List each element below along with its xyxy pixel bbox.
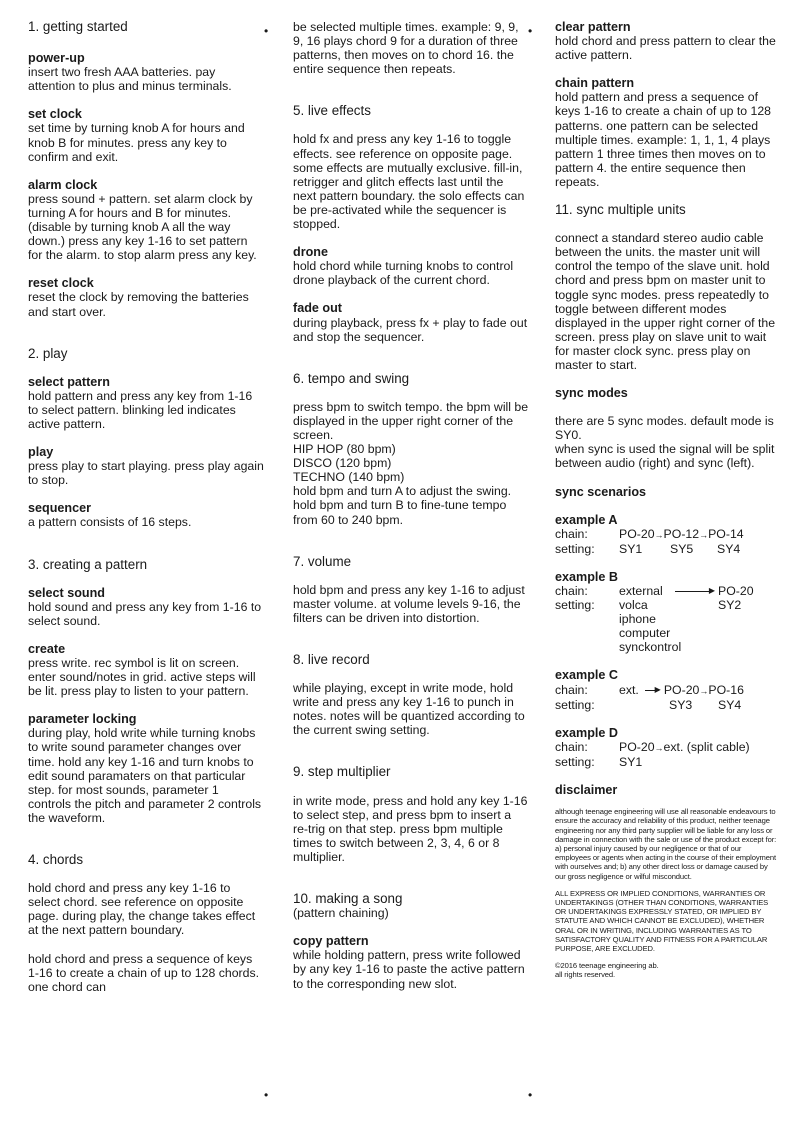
example-heading: example C	[555, 668, 618, 683]
paragraph: hold pattern and press a sequence of keys 1-16 to create a chain of up to 128 patterns. one pattern can be selected multiple times. example: 1, 1, 1, 4 plays pattern 1 three times then moves on to pattern 4. the entire sequence then repeats.	[555, 90, 772, 189]
section-title: 10. making a song	[293, 891, 403, 907]
example-c-table	[555, 683, 777, 712]
paragraph: hold sound and press any key from 1-16 to select sound.	[28, 599, 262, 628]
source-name: volca	[619, 598, 648, 613]
section-title: 2. play	[28, 345, 68, 361]
paragraph: while holding pattern, press write followed by any key 1-16 to paste the active pattern to the corresponding new slot.	[293, 948, 525, 991]
bullet-marker: •	[264, 1088, 269, 1102]
unit-name: PO-12	[663, 526, 700, 541]
chain-value	[619, 527, 777, 542]
subheading: select sound	[28, 585, 105, 600]
paragraph: hold bpm and turn A to adjust the swing. hold bpm and turn B to fine-tune tempo from 60 to 240 bpm.	[293, 484, 512, 527]
setting-label: setting:	[555, 754, 595, 769]
paragraph: when sync is used the signal will be split between audio (right) and sync (left).	[555, 442, 775, 471]
disclaimer-text: ALL EXPRESS OR IMPLIED CONDITIONS, WARRANTIES OR UNDERTAKINGS (OTHER THAN CONDITIONS, WARRANTIES OR UNDERTAKINGS EXPRESSLY STATED, OR IMPLIED BY STATUTE AND WHICH CANNOT BE EXCLUDED), WHETHER ORAL OR IN WRITING, INCLUDING WARRANTIES AS TO SATISFACTORY QUALITY AND FITNESS FOR A PARTICULAR PURPOSE, ARE EXCLUDED.	[555, 888, 769, 953]
paragraph: press play to start playing. press play again to stop.	[28, 459, 264, 488]
example-heading: example A	[555, 512, 618, 527]
subheading: sequencer	[28, 501, 91, 516]
arrow-icon: →	[654, 529, 664, 540]
setting-value	[619, 542, 777, 556]
paragraph: hold chord and press pattern to clear the active pattern.	[555, 34, 776, 63]
paragraph: hold chord and press a sequence of keys 1-16 to create a chain of up to 128 chords. one chord can	[28, 951, 260, 994]
unit-name: PO-20	[663, 682, 700, 697]
paragraph: press write. rec symbol is lit on screen. enter sound/notes in grid. active steps will be lit. press play to listen to your pattern.	[28, 656, 256, 699]
subheading: copy pattern	[293, 934, 369, 949]
example-d-table	[555, 740, 777, 769]
paragraph: be selected multiple times. example: 9, 9, 9, 16 plays chord 9 for a duration of three patterns, then moves on to chord 16. the entire sequence then repeats.	[293, 20, 519, 77]
chain-label: chain:	[555, 584, 588, 598]
chain-label: chain:	[555, 526, 588, 541]
paragraph: a pattern consists of 16 steps.	[28, 515, 192, 530]
subheading: select pattern	[28, 374, 110, 389]
setting-label: setting:	[555, 541, 595, 556]
unit-name: PO-14	[708, 526, 744, 541]
copyright: all rights reserved.	[555, 970, 616, 980]
sync-mode: SY4	[717, 541, 741, 556]
column-left	[28, 20, 264, 994]
tempo-preset: DISCO (120 bpm)	[293, 456, 392, 471]
subheading: set clock	[28, 107, 82, 122]
sync-mode: SY5	[670, 541, 694, 556]
sync-mode: SY4	[718, 697, 742, 712]
source-name: synckontrol	[619, 640, 682, 655]
example-a-table	[555, 527, 777, 556]
chain-label: chain:	[555, 739, 588, 754]
unit-name: PO-20	[619, 526, 655, 541]
source-name: iphone	[619, 612, 656, 627]
example-heading: example B	[555, 569, 618, 584]
paragraph: there are 5 sync modes. default mode is SY0.	[555, 414, 774, 443]
paragraph: hold bpm and press any key 1-16 to adjust master volume. at volume levels 9-16, the filters can be driven into distortion.	[293, 582, 525, 625]
subheading: sync modes	[555, 386, 628, 401]
source-name: computer	[619, 626, 671, 641]
subheading: play	[28, 445, 54, 460]
paragraph: reset the clock by removing the batteries and start over.	[28, 290, 249, 319]
subheading: reset clock	[28, 276, 94, 291]
subheading: power-up	[28, 51, 85, 66]
unit-name: PO-20	[718, 584, 754, 598]
section-title: 11. sync multiple units	[555, 202, 686, 218]
paragraph: insert two fresh AAA batteries. pay attention to plus and minus terminals.	[28, 65, 232, 94]
unit-name: ext. (split cable)	[663, 739, 750, 754]
section-title: 1. getting started	[28, 19, 128, 34]
section-subtitle: (pattern chaining)	[293, 906, 389, 921]
setting-label: setting:	[555, 697, 595, 712]
subheading: parameter locking	[28, 712, 137, 727]
long-arrow-icon: ▶	[645, 690, 659, 691]
section-title: 8. live record	[293, 652, 370, 667]
copyright: ©2016 teenage engineering ab.	[555, 961, 659, 971]
tempo-preset: TECHNO (140 bpm)	[293, 470, 405, 485]
paragraph: hold chord and press any key 1-16 to select chord. see reference on opposite page. during play, the change takes effect at the next pattern boundary.	[28, 881, 256, 938]
example-heading: example D	[555, 725, 618, 740]
sync-mode: SY1	[619, 541, 643, 556]
paragraph: press bpm to switch tempo. the bpm will be displayed in the upper right corner of the screen.	[293, 399, 529, 442]
arrow-icon: →	[654, 742, 664, 753]
paragraph: hold pattern and press any key from 1-16 to select pattern. blinking led indicates active pattern.	[28, 388, 253, 431]
example-b-table	[555, 584, 777, 654]
paragraph: while playing, except in write mode, hold write and press any key 1-16 to punch in notes. notes will be quantized according to the current swing setting.	[293, 681, 525, 738]
long-arrow-icon: ▶	[675, 591, 713, 592]
bullet-marker: •	[264, 24, 269, 38]
subheading: chain pattern	[555, 76, 635, 91]
setting-value	[619, 598, 777, 612]
bullet-marker: •	[528, 24, 533, 38]
chain-label: chain:	[555, 682, 588, 697]
unit-name: PO-16	[708, 682, 744, 697]
source-name: external	[619, 584, 663, 598]
tempo-preset: HIP HOP (80 bpm)	[293, 442, 396, 457]
section-title: 7. volume	[293, 553, 352, 569]
paragraph: during playback, press fx + play to fade out and stop the sequencer.	[293, 315, 528, 344]
disclaimer-text: although teenage engineering will use all reasonable endeavours to ensure the accuracy and reliability of this product, neither teenage engineering nor any third party supplier will be liable for any loss or damage in connection with the sale or use of the product except for: a) personal injury caused by our negligence or that of our employees or agents when acting in the course of their employment with ourselves and; b) any other direct loss or damage caused by our gross negligence or wilful misconduct.	[555, 807, 777, 881]
paragraph: press sound + pattern. set alarm clock by turning A for hours and B for minutes. (disable by turning knob A all the way down.) press any key 1-16 to set pattern for the alarm. to stop alarm press any key.	[28, 191, 257, 263]
unit-name: PO-20	[619, 739, 655, 754]
subheading: clear pattern	[555, 20, 631, 34]
chain-value	[619, 584, 777, 598]
subheading: disclaimer	[555, 783, 618, 798]
section-title: 9. step multiplier	[293, 764, 391, 780]
column-middle	[293, 20, 529, 991]
setting-value	[619, 698, 777, 712]
unit-name: ext.	[619, 682, 639, 697]
bullet-marker: •	[528, 1088, 533, 1102]
chain-value	[619, 683, 777, 698]
paragraph: hold chord while turning knobs to control drone playback of the current chord.	[293, 259, 514, 288]
paragraph: hold fx and press any key 1-16 to toggle effects. see reference on opposite page. some effects are mutually exclusive. fill-in, retrigger and glitch effects last until the next pattern boundary. the solo effects can be pre-activated while the sequencer is stopped.	[293, 132, 525, 232]
sync-mode: SY2	[718, 598, 742, 613]
subheading: alarm clock	[28, 177, 98, 192]
sync-mode: SY1	[619, 754, 643, 769]
section-title: 4. chords	[28, 852, 84, 868]
sync-mode: SY3	[669, 697, 693, 712]
setting-label: setting:	[555, 598, 595, 613]
subheading: sync scenarios	[555, 484, 647, 499]
section-title: 3. creating a pattern	[28, 556, 148, 572]
section-title: 5. live effects	[293, 103, 371, 119]
paragraph: set time by turning knob A for hours and knob B for minutes. press any key to confirm and exit.	[28, 121, 245, 164]
paragraph: during play, hold write while turning knobs to write sound parameter changes over time. hold any key 1-16 and turn knobs to edit sound paramaters on that particular step. for most sounds, parameter 1 controls the pitch and parameter 2 controls the waveform.	[28, 726, 262, 825]
section-title: 6. tempo and swing	[293, 370, 410, 386]
paragraph: connect a standard stereo audio cable between the units. the master unit will control the tempo of the slave unit. hold chord and press bpm on master unit to toggle sync modes. press repeatedly to toggle between different modes displayed in the upper right corner of the screen. press play on slave unit to wait for master clock sync. press play on master to start.	[555, 231, 776, 372]
subheading: fade out	[293, 301, 342, 316]
column-right	[555, 20, 777, 980]
subheading: create	[28, 641, 66, 656]
arrow-icon: →	[699, 685, 709, 696]
subheading: drone	[293, 245, 328, 260]
paragraph: in write mode, press and hold any key 1-16 to select step, and press bpm to insert a re-trig on that step. press bpm multiple times to switch between 2, 3, 4, 6 or 8 multiplier.	[293, 793, 528, 864]
arrow-icon: →	[699, 529, 709, 540]
chain-value	[619, 740, 777, 755]
